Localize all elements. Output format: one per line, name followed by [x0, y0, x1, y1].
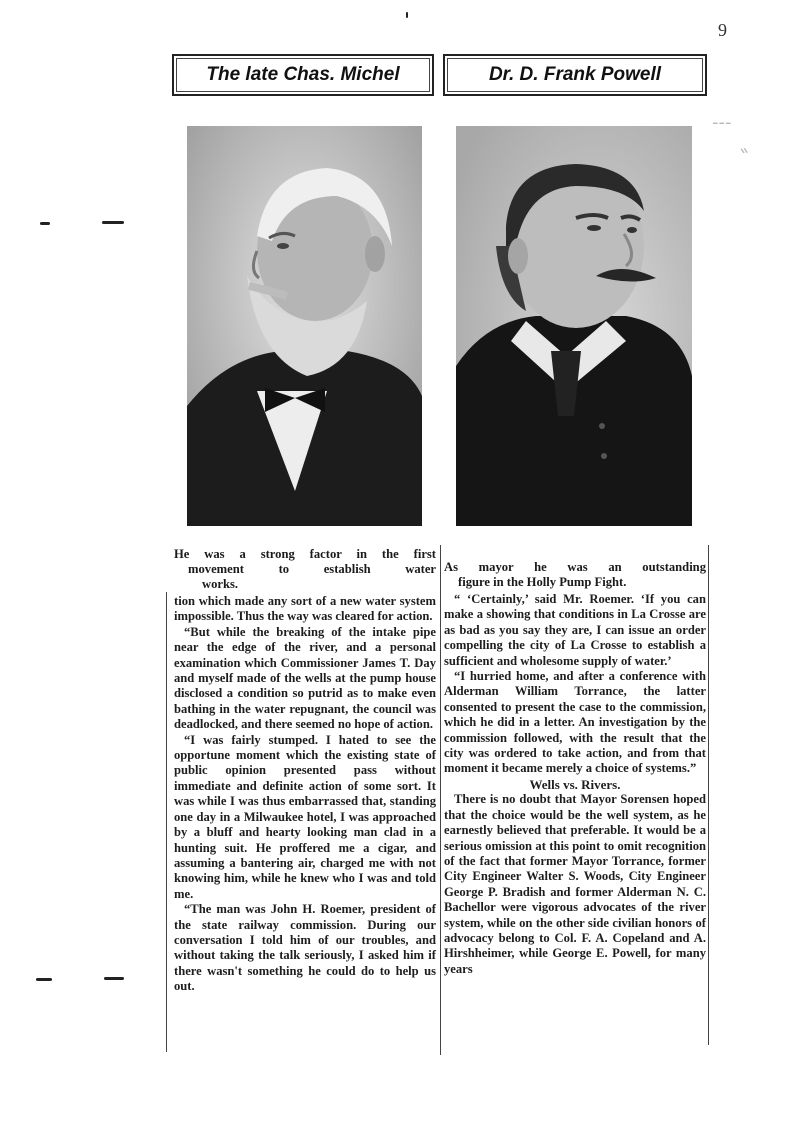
margin-mark [104, 977, 124, 980]
intro-right [444, 560, 706, 590]
pencil-annotation: ‐‐‐ [712, 112, 732, 133]
pencil-annotation: ⸗ [734, 145, 756, 156]
intro-left-line1: He was a strong factor in the first [174, 547, 436, 561]
intro-left-line3: works. [202, 577, 239, 591]
caption-right-text: Dr. D. Frank Powell [488, 64, 662, 85]
paragraph: “The man was John H. Roemer, president of the state railway commission. During our conversation I told him of our troubles, and without taking the talk seriously, I asked him if there wasn't something he could do to help us out. [174, 902, 436, 994]
paragraph: “But while the breaking of the intake pipe near the edge of the river, and a personal examination which Commissioner James T. Day and myself made of the wells at the pump house disclosed a condition so putrid as to make even bathing in the water repugnant, the council was deadlocked, and there seemed no hope of action. [174, 624, 436, 732]
article-column-right [444, 592, 706, 977]
caption-left [172, 54, 434, 96]
intro-left [174, 547, 436, 592]
article-column-left [174, 594, 436, 995]
caption-left-text: The late Chas. Michel [206, 64, 400, 85]
column-rule-left [166, 592, 167, 1052]
paragraph: “I hurried home, and after a conference with Alderman William Torrance, the latter consented to present the case to the commission, which he did in a letter. An investigation by the commission followed, with the result that the city was ordered to take action, and from that moment it became merely a choice of systems.” [444, 669, 706, 776]
caption-right [443, 54, 707, 96]
intro-right-line2: figure in the Holly Pump Fight. [458, 575, 627, 589]
margin-mark [40, 222, 50, 225]
portrait-powell [456, 126, 692, 526]
paragraph: There is no doubt that Mayor Sorensen hoped that the choice would be the well system, as he earnestly believed that preferable. It would be a serious omission at this point to omit recognition of the fact that former Mayor Torrance, former City Engineer Walter S. Woods, City Engineer George P. Bradish and former Alderman N. C. Bachellor were vigorous advocates of the river system, while on the other side civilian honors of advocacy belong to Col. F. A. Copeland and A. Hirshheimer, while George E. Powell, for many years [444, 792, 706, 976]
margin-mark [102, 221, 124, 224]
intro-right-line1: As mayor he was an outstanding [444, 560, 706, 574]
column-rule-right [708, 545, 709, 1045]
paragraph: “ ‘Certainly,’ said Mr. Roemer. ‘If you can make a showing that conditions in La Crosse are as bad as you say they are, I can issue an order compelling the city of La Crosse to establish a sufficient and wholesome supply of water.’ [444, 592, 706, 668]
margin-mark [406, 12, 408, 18]
page-number: 9 [718, 20, 727, 40]
portrait-michel [187, 126, 422, 526]
paragraph: “I was fairly stumped. I hated to see the opportune moment which the existing state of public opinion presented pass without immediate and definite action of some sort. It was while I was thus embarrassed that, standing one day in a Milwaukee hotel, I was approached by a bluff and hearty looking man clad in a hunting suit. He proffered me a cigar, and assuming a bantering air, charged me with not knowing him, while he knew who I was and told me. [174, 732, 436, 901]
subheading: Wells vs. Rivers. [529, 776, 621, 792]
paragraph: tion which made any sort of a new water system impossible. Thus the way was cleared for action. [174, 594, 436, 624]
column-rule-center [440, 545, 441, 1055]
intro-left-line2: movement to establish water [188, 562, 436, 576]
margin-mark [36, 978, 52, 981]
